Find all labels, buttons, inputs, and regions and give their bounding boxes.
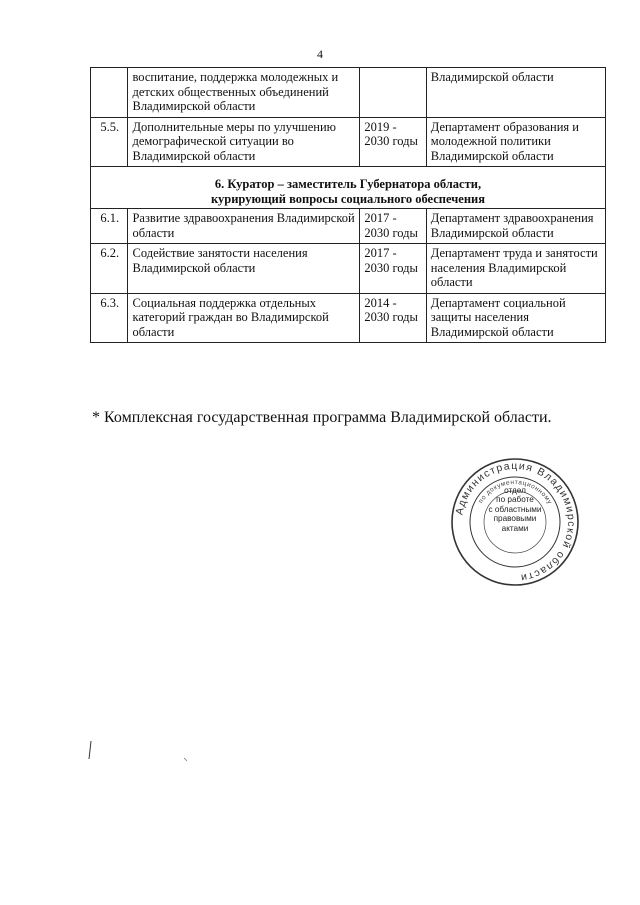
seal-line: по работе [496,495,534,505]
responsible-department: Департамент труда и занятости населения Владимирской области [426,244,605,294]
dust-speck [183,757,189,763]
row-number: 5.5. [91,117,128,167]
program-years: 2017 - 2030 годы [360,209,426,244]
program-name: Содействие занятости населения Владимирской области [128,244,360,294]
table-row [91,293,606,343]
program-name: Дополнительные меры по улучшению демографической ситуации во Владимирской области [128,117,360,167]
seal-outer-text: Администрация Владимирской области [453,459,578,584]
responsible-department: Департамент образования и молодежной политики Владимирской области [426,117,605,167]
seal-line: отдел [504,486,526,495]
section-title-line-2: курирующий вопросы социального обеспечения [210,191,486,206]
program-years: 2014 - 2030 годы [360,293,426,343]
row-number: 6.2. [91,244,128,294]
section-header [91,167,606,209]
seal-center-text [483,486,547,533]
row-number: 6.1. [91,209,128,244]
program-years: 2017 - 2030 годы [360,244,426,294]
table-row [91,68,606,118]
table-row [91,244,606,294]
program-name: воспитание, поддержка молодежных и детских общественных объединений Владимирской области [128,68,360,118]
page-number: 4 [317,47,323,61]
seal-line: правовыми [493,514,537,524]
seal-line: с областными [488,504,542,514]
official-seal [449,456,581,588]
programs-table [90,67,606,343]
program-years: 2019 - 2030 годы [360,117,426,167]
responsible-department: Департамент социальной защиты населения Владимирской области [426,293,605,343]
row-number [91,68,128,118]
responsible-department: Владимирской области [426,68,605,118]
program-name: Социальная поддержка отдельных категорий граждан во Владимирской области [128,293,360,343]
section-header-row [91,167,606,209]
table-row [91,117,606,167]
seal-inner-text: по документационному [477,478,554,506]
program-name: Развитие здравоохранения Владимирской области [128,209,360,244]
table-row [91,209,606,244]
section-title-line-1: 6. Куратор – заместитель Губернатора области, [214,177,482,191]
responsible-department: Департамент здравоохранения Владимирской области [426,209,605,244]
pen-mark [86,740,94,760]
program-years [360,68,426,118]
footnote: * Комплексная государственная программа Владимирской области. [92,409,552,426]
row-number: 6.3. [91,293,128,343]
seal-line: актами [501,523,529,533]
